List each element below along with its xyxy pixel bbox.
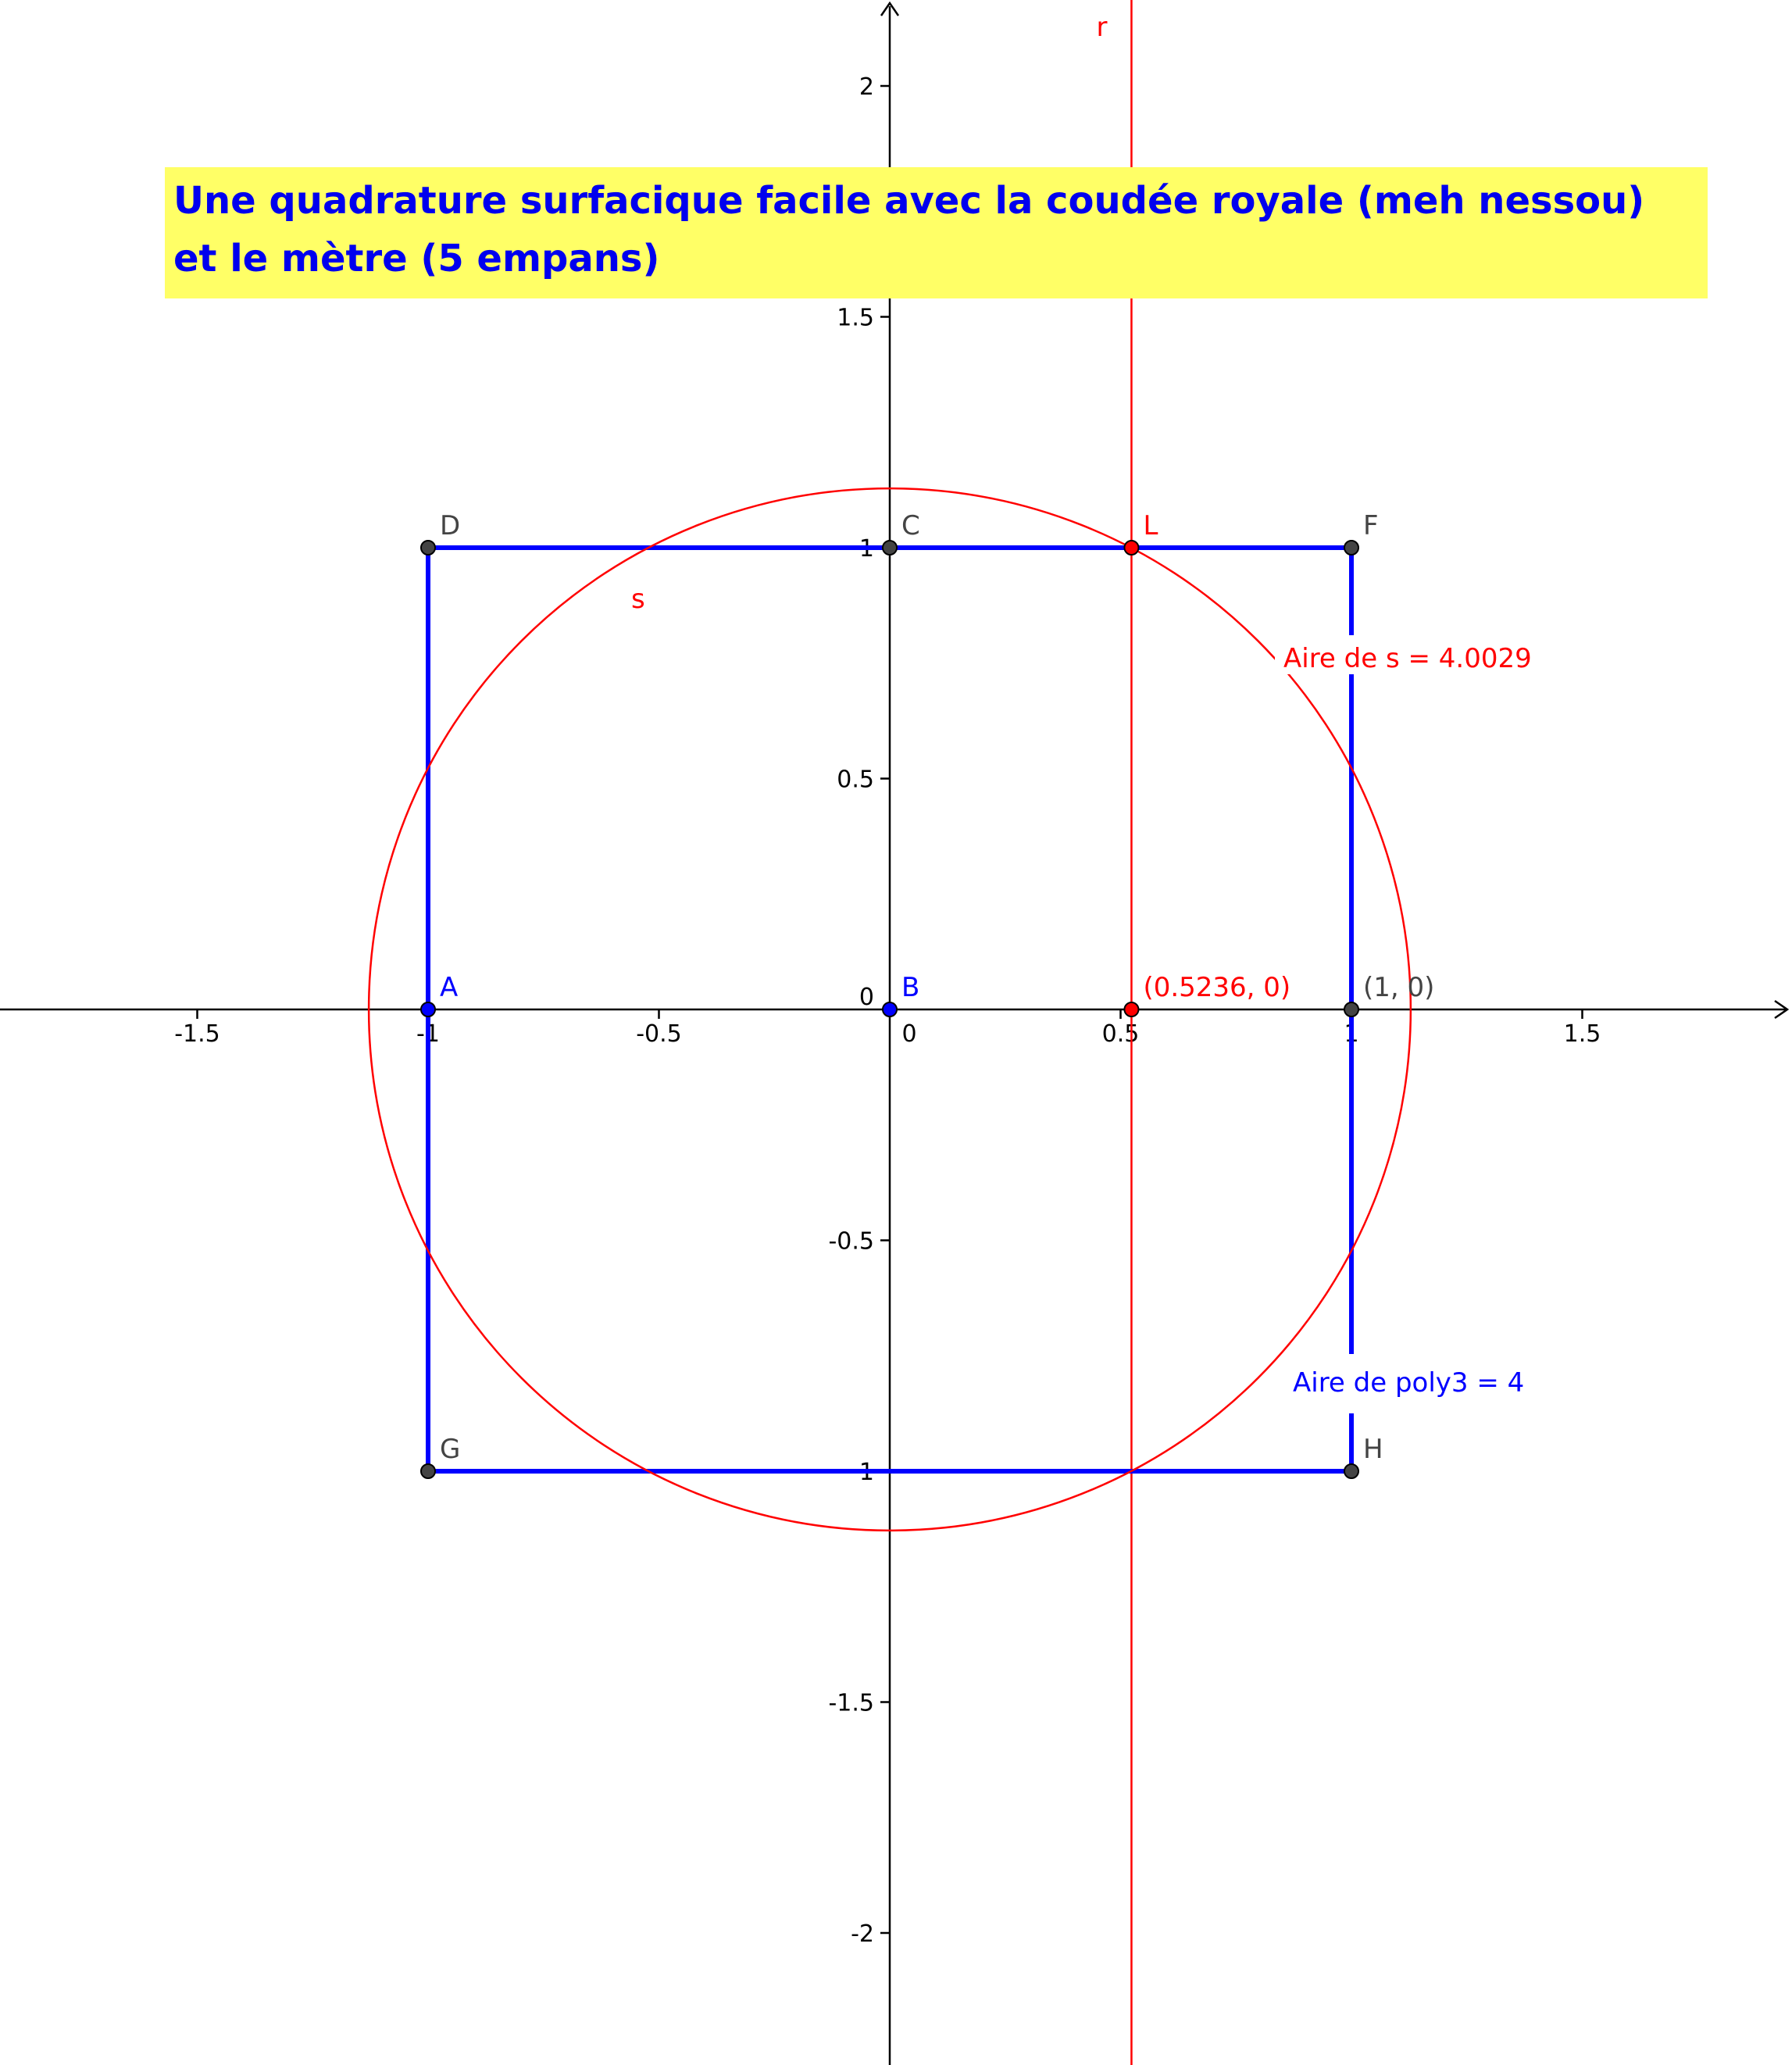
point-label: B <box>901 972 920 1003</box>
y-tick-label: -2 <box>851 1920 874 1948</box>
point-marker[interactable] <box>883 541 897 555</box>
x-tick-label: 0.5 <box>1101 1020 1140 1048</box>
point-marker[interactable] <box>1344 541 1358 555</box>
title-line-1: Une quadrature surfacique facile avec la coudée royale (meh nessou) <box>173 179 1645 223</box>
point-label: A <box>440 972 459 1003</box>
point-label: C <box>901 510 920 541</box>
y-tick-label: 2 <box>859 73 874 101</box>
y-tick-label: 1.5 <box>837 304 874 332</box>
point-marker[interactable] <box>1124 1002 1138 1016</box>
x-tick-label: 1.5 <box>1563 1020 1601 1048</box>
y-tick-label: 1 <box>859 535 874 563</box>
y-tick-label: 0 <box>859 984 874 1011</box>
x-tick-label: -1.5 <box>174 1020 220 1048</box>
point-label: F <box>1363 510 1379 541</box>
x-tick-label: -0.5 <box>636 1020 682 1048</box>
y-tick-label: 1 <box>859 1459 874 1486</box>
x-tick-label: -1 <box>416 1020 440 1048</box>
y-tick-label: 0.5 <box>837 766 874 794</box>
x-tick-label: 1 <box>1344 1020 1359 1048</box>
point-marker[interactable] <box>1124 541 1138 555</box>
point-marker[interactable] <box>421 541 435 555</box>
point-marker[interactable] <box>883 1002 897 1016</box>
x-tick-label: 0 <box>901 1020 917 1048</box>
point-label: (1, 0) <box>1363 972 1435 1003</box>
point-marker[interactable] <box>421 1002 435 1016</box>
circle-s-label: s <box>631 583 645 615</box>
point-marker[interactable] <box>1344 1002 1358 1016</box>
point-marker[interactable] <box>421 1464 435 1478</box>
point-label: (0.5236, 0) <box>1143 972 1291 1003</box>
line-r-label: r <box>1096 12 1108 43</box>
y-tick-label: -1.5 <box>828 1689 874 1717</box>
y-axis-ticks <box>828 73 890 1948</box>
y-tick-label: -0.5 <box>828 1227 874 1256</box>
point-label: H <box>1363 1434 1383 1465</box>
title-line-2: et le mètre (5 empans) <box>173 237 660 280</box>
point-label: L <box>1143 510 1158 541</box>
point-marker[interactable] <box>1344 1464 1358 1478</box>
square-area-label: Aire de poly3 = 4 <box>1293 1367 1525 1399</box>
circle-area-label: Aire de s = 4.0029 <box>1283 643 1532 674</box>
axes <box>0 3 1787 2065</box>
point-label: G <box>440 1434 461 1465</box>
point-label: D <box>440 510 461 541</box>
title-banner <box>165 167 1708 298</box>
